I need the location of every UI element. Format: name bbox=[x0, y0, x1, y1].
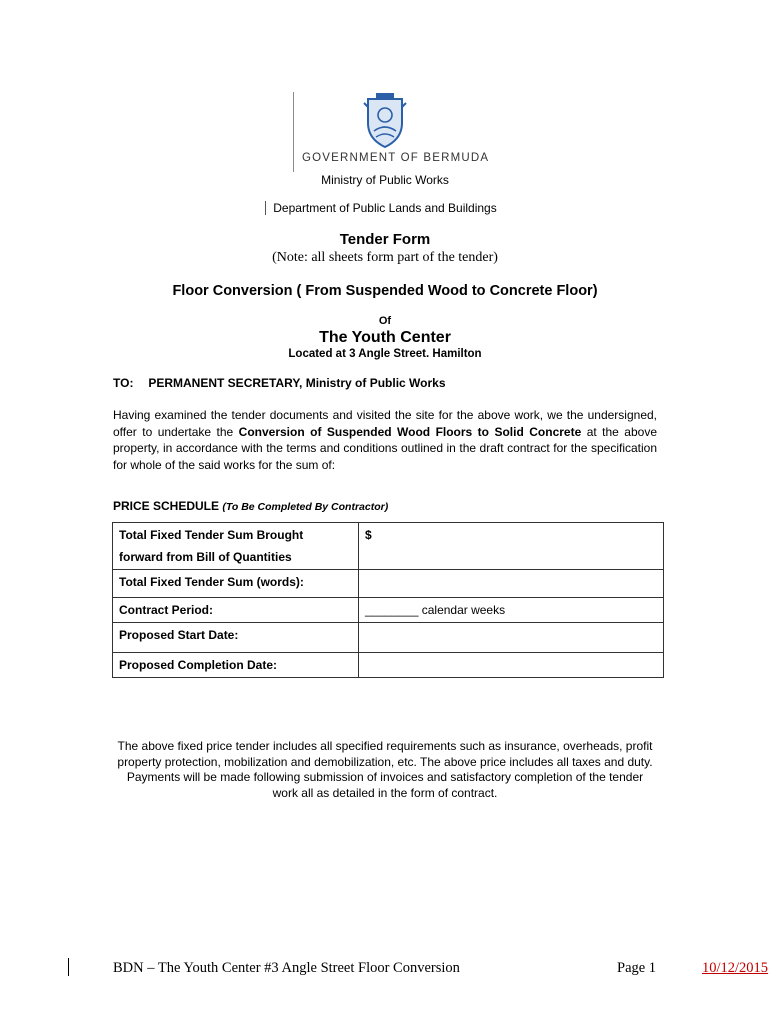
tender-sum-label-cont: forward from Bill of Quantities bbox=[119, 550, 292, 564]
closing-paragraph: The above fixed price tender includes all specified requirements such as insurance, overheads, profit property protection, mobilization and demobilization, etc. The above price includes all taxes and duty. Payments will be made following submission of invoices and satisfactory completion of the tender work all as detailed in the form of contract. bbox=[117, 739, 653, 800]
of-label: Of bbox=[378, 315, 392, 327]
price-schedule-subtitle: (To Be Completed By Contractor) bbox=[222, 501, 389, 513]
price-schedule-table bbox=[112, 522, 664, 678]
project-title: Floor Conversion ( From Suspended Wood to Concrete Floor) bbox=[172, 283, 598, 299]
tender-sum-label: Total Fixed Tender Sum Brought bbox=[119, 528, 304, 542]
page-number: Page 1 bbox=[617, 960, 657, 976]
department-name: Department of Public Lands and Buildings bbox=[273, 201, 497, 215]
contract-period-field[interactable]: ________ calendar weeks bbox=[359, 598, 664, 623]
tender-sum-words-label: Total Fixed Tender Sum (words): bbox=[113, 570, 359, 598]
contract-period-label: Contract Period: bbox=[113, 598, 359, 623]
bermuda-crest-icon bbox=[362, 93, 408, 149]
government-name: GOVERNMENT OF BERMUDA bbox=[302, 152, 490, 164]
form-title: Tender Form bbox=[339, 231, 431, 248]
intro-paragraph bbox=[113, 407, 657, 473]
label-cell bbox=[113, 523, 359, 570]
currency-symbol: $ bbox=[365, 528, 372, 542]
start-date-label: Proposed Start Date: bbox=[113, 623, 359, 653]
ministry-name: Ministry of Public Works bbox=[321, 173, 449, 187]
venue-name: The Youth Center bbox=[319, 329, 451, 346]
table-row bbox=[113, 523, 664, 570]
footer-margin-bar bbox=[68, 958, 69, 976]
price-schedule-heading bbox=[113, 499, 388, 513]
form-note: (Note: all sheets form part of the tender) bbox=[272, 250, 498, 265]
intro-text-2: at the above property, in accordance with the terms and conditions outlined in the draft contract for the specification for whole of the said works for the sum of: bbox=[113, 424, 657, 472]
completion-date-label: Proposed Completion Date: bbox=[113, 653, 359, 678]
table-row bbox=[113, 598, 664, 623]
recipient-label: TO: bbox=[113, 376, 134, 390]
price-schedule-title: PRICE SCHEDULE bbox=[113, 499, 220, 513]
venue-location: Located at 3 Angle Street. Hamilton bbox=[288, 348, 482, 360]
footer-title: BDN – The Youth Center #3 Angle Street Floor Conversion bbox=[113, 960, 460, 976]
table-row bbox=[113, 623, 664, 653]
completion-date-field[interactable] bbox=[359, 653, 664, 678]
table-row bbox=[113, 653, 664, 678]
start-date-field[interactable] bbox=[359, 623, 664, 653]
recipient-line bbox=[113, 376, 446, 390]
intro-scope: Conversion of Suspended Wood Floors to Solid Concrete bbox=[238, 424, 582, 439]
footer-date: 10/12/2015 bbox=[702, 960, 769, 976]
logo-divider bbox=[293, 92, 294, 172]
table-row bbox=[113, 570, 664, 598]
tender-sum-words-field[interactable] bbox=[359, 570, 664, 598]
intro-text-1: Having examined the tender documents and visited the site for the above work, we the undersigned, offer to undertake the bbox=[113, 408, 657, 439]
tender-sum-field[interactable] bbox=[359, 523, 664, 570]
recipient-name: PERMANENT SECRETARY, Ministry of Public Works bbox=[148, 376, 446, 390]
